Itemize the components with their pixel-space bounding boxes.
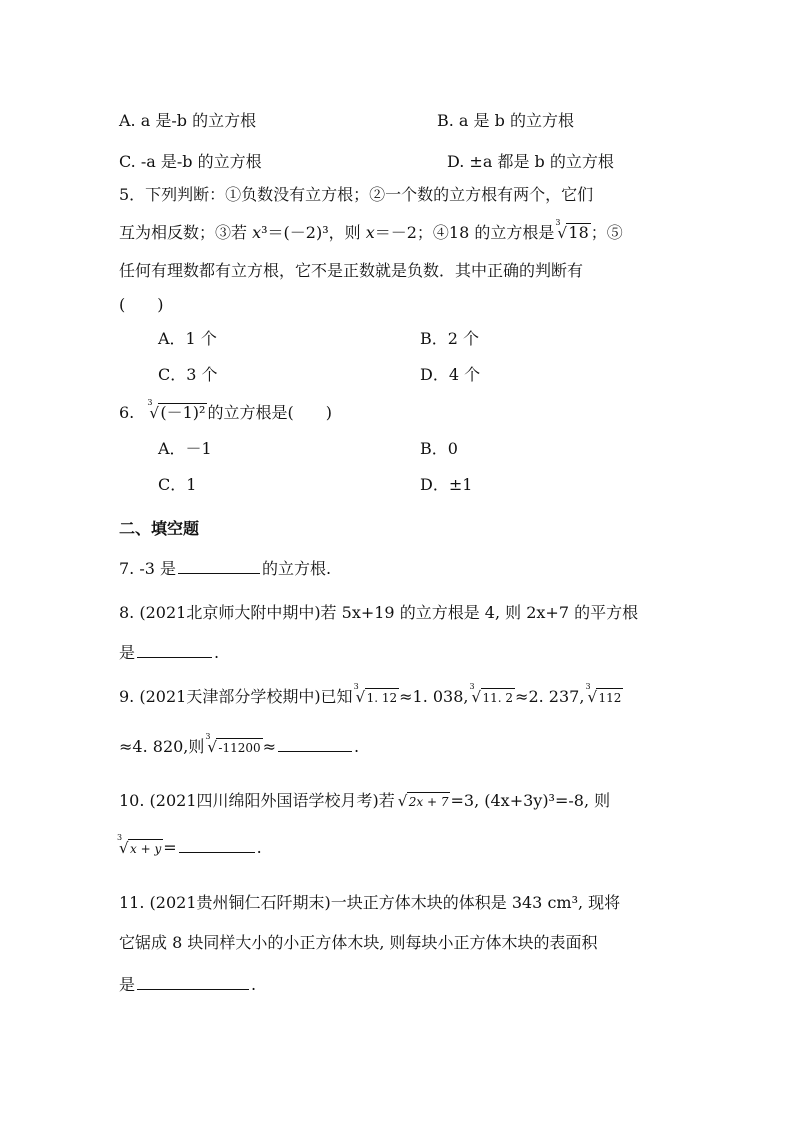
q7 (119, 556, 331, 579)
q5-option-a: A．1 个 (158, 329, 217, 348)
radical-index: 3 (469, 682, 475, 691)
radical-sign-icon: √ (557, 224, 567, 242)
q8-text-post: . (214, 643, 220, 662)
q5-line-4: ( ) (119, 295, 164, 314)
q10-text-eq: = (163, 838, 177, 857)
radical-sign-icon: √ (355, 688, 366, 706)
radical-content: x + y (128, 839, 163, 858)
q5-line-2 (119, 220, 623, 243)
radical-sign-icon: √ (149, 404, 159, 422)
q8-line-1: 8. (2021北京师大附中期中)若 5x+19 的立方根是 4, 则 2x+7 的平方根 (119, 603, 639, 622)
radical-content: 11. 2 (481, 688, 516, 707)
q6-stem (119, 400, 332, 423)
q5-line-1: 5．下列判断：①负数没有立方根；②一个数的立方根有两个，它们 (119, 185, 594, 204)
radical-sign-icon: √ (207, 738, 217, 756)
radical-content: (－1)² (160, 403, 206, 422)
q5-option-c: C．3 个 (158, 365, 218, 384)
q9-line-2 (119, 734, 359, 757)
q5-line-3: 任何有理数都有立方根，它不是正数就是负数．其中正确的判断有 (119, 261, 584, 280)
radical-content: 18 (568, 223, 589, 242)
q5-option-b: B．2 个 (420, 329, 480, 348)
q7-text-post: 的立方根. (262, 559, 332, 578)
q10-square-root (398, 791, 451, 811)
q5-text-b: ³＝(－2)³，则 (261, 223, 366, 242)
radical-index: 3 (585, 682, 591, 691)
q9-text-post: . (354, 737, 360, 756)
q4-option-b: B. a 是 b 的立方根 (437, 111, 574, 130)
q11-text-post: . (251, 975, 257, 994)
radical-content: 112 (596, 688, 623, 707)
q9-cube-root-4 (205, 732, 262, 757)
radical-sign-icon: √ (471, 688, 482, 706)
radical-sign-icon: √ (397, 792, 408, 810)
q11-text-pre: 是 (119, 975, 136, 994)
q4-option-d: D. ±a 都是 b 的立方根 (447, 152, 614, 171)
q11-line-3 (119, 972, 256, 995)
q4-option-a: A. a 是-b 的立方根 (119, 111, 257, 130)
q5-text-d: ；⑤ (590, 223, 623, 242)
q10-text-a: 10. (2021四川绵阳外国语学校月考)若 (119, 791, 395, 810)
q5-cube-root (555, 218, 590, 242)
q9-cube-root-1 (353, 682, 400, 707)
q10-line-2 (117, 833, 262, 858)
q10-text-post: . (256, 838, 262, 857)
radical-content: 1. 12 (365, 688, 400, 707)
q11-line-1: 11. (2021贵州铜仁石阡期末)一块正方体木块的体积是 343 cm³, 现将 (119, 893, 621, 912)
radical-content: -11200 (216, 738, 262, 757)
radical-content: 2x + 7 (407, 792, 451, 811)
q4-option-c: C. -a 是-b 的立方根 (119, 152, 262, 171)
q10-line-1 (119, 788, 610, 811)
radical-index: 3 (353, 682, 359, 691)
q6-option-a: A．－1 (158, 439, 212, 458)
q6-option-b: B．0 (420, 439, 458, 458)
section-heading: 二、填空题 (119, 519, 200, 538)
radical-index: 3 (147, 398, 153, 407)
q6-number: 6. (119, 403, 135, 422)
q6-option-d: D．±1 (420, 475, 473, 494)
radical-sign-icon: √ (587, 688, 597, 706)
q9-text-t2: ≈2. 237, (515, 687, 585, 706)
q11-line-2: 它锯成 8 块同样大小的小正方体木块, 则每块小正方体木块的表面积 (119, 933, 598, 952)
q6-cube-root (147, 398, 207, 422)
q9-cube-root-2 (469, 682, 516, 707)
q5-text-c: ＝－2；④18 的立方根是 (374, 223, 555, 242)
q5-option-d: D．4 个 (420, 365, 481, 384)
q9-text-c: ≈ (262, 737, 277, 756)
q5-text-a: 互为相反数；③若 (119, 223, 253, 242)
q7-answer-blank[interactable] (178, 572, 260, 574)
q9-answer-blank[interactable] (278, 750, 352, 752)
q8-line-2 (119, 640, 219, 663)
q5-variable-x: x (252, 223, 262, 242)
q7-text-pre: 7. -3 是 (119, 559, 177, 578)
radical-sign-icon: √ (119, 839, 129, 857)
q9-line-1 (119, 684, 623, 707)
q10-cube-root (117, 833, 163, 858)
q6-stem-text: 的立方根是( ) (207, 403, 332, 422)
radical-index: 3 (555, 218, 561, 227)
radical-index: 3 (205, 732, 211, 741)
q9-text-t1: ≈1. 038, (399, 687, 469, 706)
q11-answer-blank[interactable] (137, 988, 249, 990)
q8-text-pre: 是 (119, 643, 136, 662)
q8-answer-blank[interactable] (137, 656, 212, 658)
q9-text-a: 9. (2021天津部分学校期中)已知 (119, 687, 353, 706)
q6-option-c: C．1 (158, 475, 197, 494)
q5-variable-x2: x (365, 223, 375, 242)
q10-answer-blank[interactable] (179, 851, 255, 853)
q10-text-b: =3, (4x+3y)³=-8, 则 (450, 791, 611, 810)
q9-text-b: ≈4. 820,则 (119, 737, 205, 756)
radical-index: 3 (117, 833, 123, 842)
q9-cube-root-3 (585, 682, 623, 707)
